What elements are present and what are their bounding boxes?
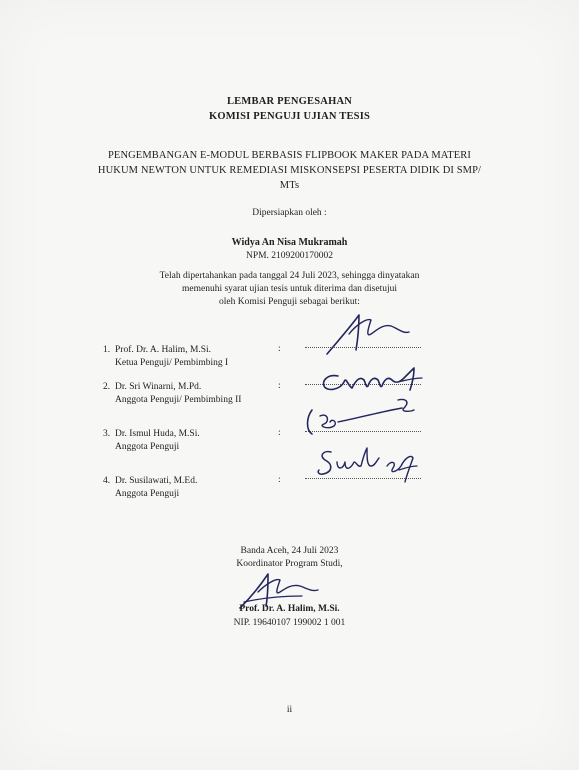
examiner-1-signature <box>325 312 415 357</box>
examiner-1-colon: : <box>278 344 281 354</box>
approval-sheet-heading: LEMBAR PENGESAHAN <box>226 96 353 107</box>
coordinator-nip: NIP. 19640107 199002 1 001 <box>233 618 346 628</box>
defense-statement-line-2: memenuhi syarat ujian tesis untuk diterima dan disetujui <box>181 284 398 294</box>
examiner-2-signature <box>318 366 428 396</box>
examiner-4-colon: : <box>278 475 281 485</box>
examiner-3-signature <box>302 396 422 436</box>
examiner-role: Anggota Penguji <box>115 489 180 499</box>
coordinator-name: Prof. Dr. A. Halim, M.Si. <box>239 604 340 614</box>
examiner-name: Prof. Dr. A. Halim, M.Si. <box>115 345 212 355</box>
examiner-number: 2. <box>103 382 111 392</box>
examiner-2-colon: : <box>278 381 281 391</box>
author-npm: NPM. 2109200170002 <box>245 251 334 261</box>
thesis-title-line-2: HUKUM NEWTON UNTUK REMEDIASI MISKONSEPSI PESERTA DIDIK DI SMP/ <box>97 165 482 176</box>
examiner-role: Anggota Penguji <box>115 442 180 452</box>
examiner-role: Anggota Penguji/ Pembimbing II <box>115 395 242 405</box>
committee-heading: KOMISI PENGUJI UJIAN TESIS <box>208 111 371 122</box>
prepared-by-label: Dipersiapkan oleh : <box>252 208 327 218</box>
thesis-title-line-1: PENGEMBANGAN E-MODUL BERBASIS FLIPBOOK MAKER PADA MATERI <box>107 150 472 161</box>
examiner-number: 1. <box>103 345 111 355</box>
examiner-3-colon: : <box>278 428 281 438</box>
author-name: Widya An Nisa Mukramah <box>231 237 348 248</box>
examiner-name: Dr. Susilawati, M.Ed. <box>115 476 198 486</box>
examiner-4-signature <box>315 444 425 484</box>
examiner-name: Dr. Ismul Huda, M.Si. <box>115 429 200 439</box>
thesis-title-line-3: MTs <box>279 180 300 191</box>
defense-statement-line-3: oleh Komisi Penguji sebagai berikut: <box>219 297 360 307</box>
approval-place-date: Banda Aceh, 24 Juli 2023 <box>240 546 339 556</box>
examiner-role: Ketua Penguji/ Pembimbing I <box>115 358 229 368</box>
defense-statement-line-1: Telah dipertahankan pada tanggal 24 Juli 2023, sehingga dinyatakan <box>159 271 420 281</box>
page-number: ii <box>286 705 293 715</box>
examiner-name: Dr. Sri Winarni, M.Pd. <box>115 382 202 392</box>
approval-position: Koordinator Program Studi, <box>236 559 343 569</box>
examiner-number: 3. <box>103 429 111 439</box>
examiner-number: 4. <box>103 476 111 486</box>
